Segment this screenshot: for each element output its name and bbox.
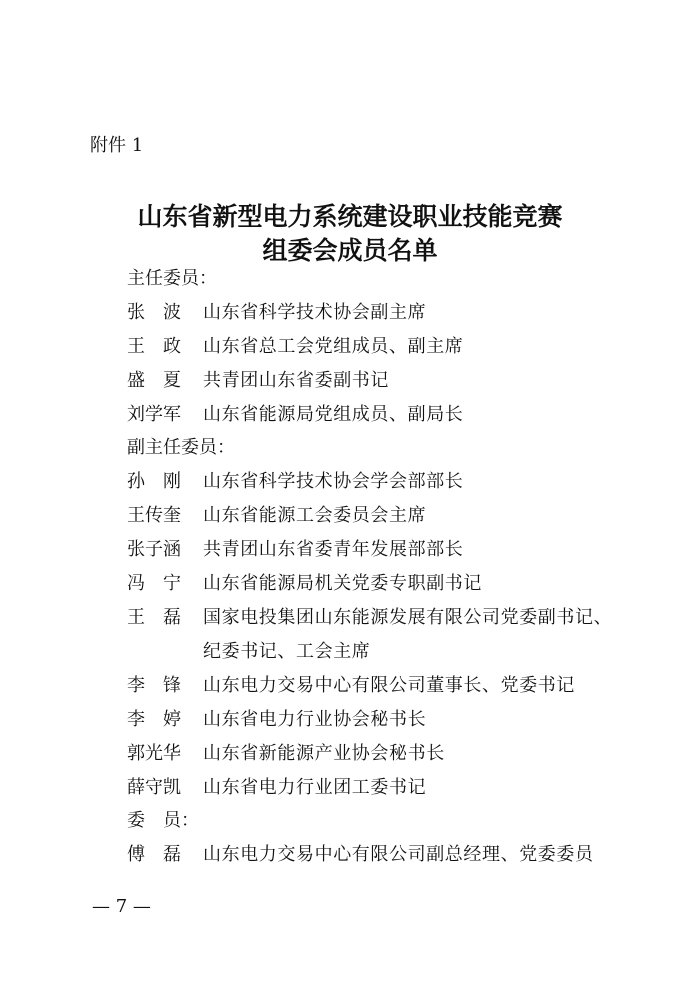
section-heading-chair: 主任委员： (127, 268, 217, 289)
member-name: 李 婷 (127, 709, 181, 730)
attachment-label: 附件 1 (90, 135, 144, 156)
member-role: 国家电投集团山东能源发展有限公司党委副书记、 (203, 607, 613, 628)
member-name: 张子涵 (127, 539, 181, 560)
member-role: 山东省能源局机关党委专职副书记 (203, 573, 482, 594)
member-role: 山东省科学技术协会学会部部长 (203, 471, 464, 492)
member-name: 王 磊 (127, 607, 181, 628)
member-name: 李 锋 (127, 675, 181, 696)
member-name: 张 波 (127, 302, 181, 323)
member-name: 盛 夏 (127, 370, 181, 391)
member-role: 山东省能源局党组成员、副局长 (203, 404, 464, 425)
member-name: 刘学军 (127, 404, 181, 425)
member-name: 冯 宁 (127, 573, 181, 594)
member-role: 山东电力交易中心有限公司副总经理、党委委员 (203, 844, 594, 865)
member-name: 傅 磊 (127, 844, 181, 865)
member-role: 共青团山东省委青年发展部部长 (203, 539, 464, 560)
member-name: 孙 刚 (127, 471, 181, 492)
member-role-continuation: 纪委书记、工会主席 (203, 641, 371, 662)
member-role: 山东省总工会党组成员、副主席 (203, 336, 464, 357)
document-title-line-1: 山东省新型电力系统建设职业技能竞赛 (137, 202, 563, 231)
member-role: 山东省电力行业团工委书记 (203, 777, 427, 798)
page-number: — 7 — (92, 896, 151, 917)
member-name: 王 政 (127, 336, 181, 357)
section-heading-members: 委 员： (127, 810, 199, 831)
member-role: 山东省能源工会委员会主席 (203, 505, 427, 526)
member-name: 郭光华 (127, 743, 181, 764)
member-name: 薛守凯 (127, 777, 181, 798)
section-heading-vice-chair: 副主任委员： (127, 437, 235, 458)
member-role: 山东省新能源产业协会秘书长 (203, 743, 445, 764)
member-role: 共青团山东省委副书记 (203, 370, 389, 391)
member-role: 山东电力交易中心有限公司董事长、党委书记 (203, 675, 575, 696)
document-title-line-2: 组委会成员名单 (262, 236, 438, 265)
member-role: 山东省电力行业协会秘书长 (203, 709, 427, 730)
member-name: 王传奎 (127, 505, 181, 526)
member-role: 山东省科学技术协会副主席 (203, 302, 427, 323)
